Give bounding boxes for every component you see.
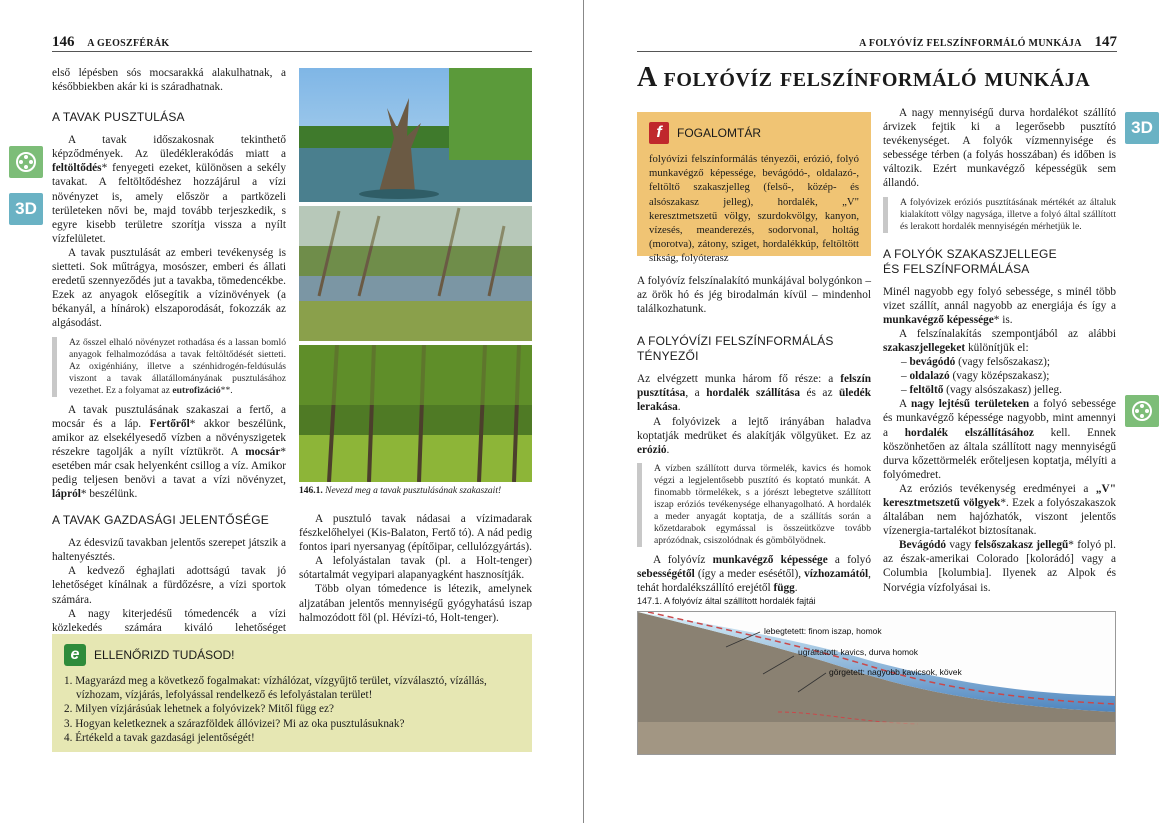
paragraph: Az eróziós tevékenység eredményei a „V" keresztmetszetű völgyek*. Ezek a folyószakaszok általában nem hajózhatók, viszont jelentős vízenergia-tartalékot biztosítanak.: [883, 482, 1116, 538]
paragraph: A folyóvíz felszínalakító munkájával bolygónkon – az örök hó és jég birodalmán kívül – mindenhol találkozhatunk.: [637, 275, 871, 316]
note-box: A folyóvizek eróziós pusztításának mértékét az általuk kialakított völgy nagysága, illetve a folyó által szállított és lerakott hordalék mennyiségén mérhetjük le.: [883, 197, 1116, 233]
paragraph: A nagy mennyiségű durva hordalékot szállító árvizek fejtik ki a legerősebb pusztító tevékenységet. A folyók vízmennyisége és sebessége térben (a folyás hosszában) és időben is változik. Ezért munkavégző képességük sem állandó.: [883, 107, 1116, 190]
3d-icon[interactable]: 3D: [9, 193, 43, 225]
forest-bog-image: [299, 345, 532, 482]
sediment-transport-illustration: [638, 612, 1115, 754]
section-title-river-stages: A FOLYÓK SZAKASZJELLEGE ÉS FELSZÍNFORMÁLÁSA: [883, 246, 1057, 276]
right-page-number: 147: [1094, 34, 1117, 50]
glossary-header: [649, 122, 859, 144]
quiz-list: [64, 674, 520, 745]
right-second-column: [883, 106, 1116, 595]
paragraph: A lefolyástalan tavak (pl. a Holt-tenger) sótartalmát vegyipari alapanyagként hasznosítják.: [299, 555, 532, 582]
label-saltation: ugráltatott: kavics, durva homok: [798, 647, 919, 657]
quiz-title: ELLENŐRIZD TUDÁSOD!: [94, 648, 235, 662]
quiz-box: [52, 634, 532, 752]
quiz-header: [64, 644, 520, 666]
paragraph: A tavak pusztulásának szakaszai a fertő, a mocsár és a láp. Fertőről* akkor beszélünk, amikor az elsekélyesedő vízben a növényszigetek részekre tagolják a nyílt víztükröt. A mocsár* esetében már csak helyenként csillog a víz. Amikor pedig teljesen benövi a tavat a vízi növényzet, lápról* beszélünk.: [52, 403, 287, 501]
label-suspended: lebegtetett: finom iszap, homok: [764, 626, 882, 636]
paragraph: A folyóvizek a lejtő irányában haladva koptatják medrüket és alakítják völgyüket. Ez az erózió.: [637, 415, 871, 456]
paragraph: A tavak pusztulását az emberi tevékenység is sietteti. Sok műtrágya, mosószer, emberi és állati eredetű szennyeződés jut a tavakba, tömedencékbe. Ezek az anyagok elősegítik a vízinövények (a békanyál, a hínárok) elszaporodását, fokozzák az algásodást.: [52, 246, 286, 330]
photo-caption: 146.1. Nevezd meg a tavak pusztulásának szakaszait!: [299, 486, 502, 496]
quiz-item: 2. Milyen vízjárásúak lehetnek a folyóvizek? Mitől függ ez?: [64, 703, 334, 716]
swamp-image: [299, 206, 532, 341]
left-page-header: [52, 34, 532, 52]
right-running-title: A FOLYÓVÍZ FELSZÍNFORMÁLÓ MUNKÁJA: [859, 38, 1082, 49]
lake-tree-image: [299, 68, 532, 202]
stage-list: [883, 355, 1116, 397]
paragraph: Több olyan tómedence is létezik, amelynek aljzatában jelentős mennyiségű gyógyhatású iszap halmozódott föl (pl. Hévízi-tó, Holt-tenger).: [299, 583, 532, 624]
right-page-header: [637, 34, 1117, 52]
paragraph: Minél nagyobb egy folyó sebessége, s minél több vizet szállít, annál nagyobb az energiája és így a munkavégző képessége* is.: [883, 285, 1116, 326]
3d-icon[interactable]: 3D: [1125, 112, 1159, 144]
note-box: A vízben szállított durva törmelék, kavics és homok végzi a legjelentősebb pusztító és koptató munkát. A finomabb törmelékek, s a jórészt lebegtetve szállított iszap eróziós tevékenysége elhanyagolható. A hordalék a meder anyagát koptatja, de a szállítás során a kőzetdarabok egymással is összeütközve tovább aprózódnak, csiszolódnak és gömbölyödnek.: [637, 463, 871, 547]
quiz-item: 1. Magyarázd meg a következő fogalmakat: vízhálózat, vízgyűjtő terület, vízválasztó, vízállás, vízhozam, vízjárás, lefolyással rendelkező és lefolyástalan terület!: [64, 675, 487, 702]
film-reel-icon: [1130, 400, 1154, 422]
photo-lake-fen: [299, 68, 532, 202]
photo-lake-swamp: [299, 206, 532, 341]
paragraph: A kedvező éghajlati adottságú tavak jó lehetőséget kínálnak a fürdőzésre, a vízi sportok számára.: [52, 565, 286, 606]
list-item: – feltöltő (vagy alsószakasz) jelleg.: [901, 384, 1062, 397]
paragraph: A tavak időszakosnak tekinthető képződmények. Az üledéklerakódás miatt a feltöltődés* fenyegeti ezeket, különösen a sekély tavakat. A feltöltődéshez hozzájárul a vízi növényzet is, amely először a partközeli területeken nővi be, majd tovább terjeszkedik, s egyre kisebb területre szorítja vissza a nyílt vízfelületet.: [52, 134, 286, 245]
label-rolled: görgetett: nagyobb kavicsok, kövek: [829, 667, 962, 677]
intro-text: első lépésben sós mocsarakká alakulhatnak, a későbbiekben akár ki is száradhatnak.: [52, 67, 286, 94]
paragraph: A nagy lejtésű területeken a folyó sebessége és munkavégző képessége nagyobb, mint amennyi a hordalék elszállításához kell. Ennek köszönhetően az általa szállított nagy mennyiségű durva kőzettörmelék erőteljesen koptatja, mélyíti a folyómedret.: [883, 398, 1116, 481]
section-title-lake-decline: A TAVAK PUSZTULÁSA: [52, 110, 185, 125]
glossary-title: FOGALOMTÁR: [677, 126, 762, 140]
paragraph: Az édesvizű tavakban jelentős szerepet játszik a haltenyésztés.: [52, 537, 286, 564]
paragraph: Az elvégzett munka három fő része: a felszín pusztítása, a hordalék szállítása és az üledék lerakása.: [637, 373, 871, 414]
check-knowledge-icon: e: [64, 644, 86, 666]
note-box: Az ősszel elhaló növényzet rothadása és a lassan bomló anyagok felhalmozódása a tavak feltöltődését sietteti. Az oxigénhiány, illetve a szénhidrogén-feldúsulás viszont a tavak állatállományának pusztulásához vezethet. Ez a folyamat az eutrofizáció**.: [52, 337, 286, 397]
right-first-column: [637, 274, 871, 595]
paragraph: A nagy kiterjedésű tómedencék a vízi közlekedés számára kiváló lehetőséget: [52, 607, 286, 634]
left-running-title: A GEOSZFÉRÁK: [87, 38, 170, 49]
film-icon[interactable]: [1125, 395, 1159, 427]
paragraph: A folyóvíz munkavégző képessége a folyó sebességétől (így a meder esésétől), vízhozamától, tehát hordalékszállító erejétől függ.: [637, 553, 871, 595]
left-column: [52, 66, 286, 649]
section-title-economic: A TAVAK GAZDASÁGI JELENTŐSÉGE: [52, 513, 269, 528]
list-item: – oldalazó (vagy középszakasz);: [901, 370, 1050, 383]
film-icon[interactable]: [9, 146, 43, 178]
sediment-diagram: [637, 611, 1116, 755]
quiz-item: 4. Értékeld a tavak gazdasági jelentőségét!: [64, 731, 255, 744]
film-reel-icon: [14, 151, 38, 173]
page-title: A folyóvíz felszínformáló munkája: [637, 62, 1091, 93]
photo-lake-bog: [299, 345, 532, 482]
left-page-second-column: [299, 512, 532, 625]
section-title-factors: A FOLYÓVÍZI FELSZÍNFORMÁLÁS TÉNYEZŐI: [637, 334, 834, 364]
glossary-box: [637, 112, 871, 265]
glossary-icon: f: [649, 122, 669, 144]
glossary-terms: folyóvízi felszínformálás tényezői, erózió, folyó munkavégző képessége, bevágódó-, oldalazó-, feltöltő szakaszjelleg (felső-, közép- és alsószakasz jelleg), hordalék, „V" keresztmetszetű völgy, szurdokvölgy, kanyon, vízesés, meanderezés, sodorvonal, holtág (morotva), zátony, sziget, hordalékkúp, feltöltött síkság, folyóterasz: [649, 153, 859, 265]
list-item: – bevágódó (vagy felsőszakasz);: [901, 356, 1051, 369]
paragraph: Bevágódó vagy felsőszakasz jellegű* folyó pl. az észak-amerikai Colorado [kolorádó] vagy a Columbia [kolumbia]. Ilyenek az Alpok és Norvégia vízfolyásai is.: [883, 539, 1116, 594]
left-page-number: 146: [52, 34, 75, 50]
figure-caption: 147.1. A folyóvíz által szállított hordalék fajtái: [637, 596, 816, 606]
quiz-item: 3. Hogyan keletkeznek a szárazföldek állóvizei? Mi az oka pusztulásuknak?: [64, 717, 405, 730]
paragraph: A pusztuló tavak nádasai a vízimadarak fészkelőhelyei (Kis-Balaton, Fertő tó). A nád pedig fontos ipari nyersanyag (építőipar, cellulózgyártás).: [299, 513, 532, 554]
paragraph: A felszínalakítás szempontjából az alábbi szakaszjellegeket különítjük el:: [883, 327, 1116, 354]
right-page: [585, 0, 1167, 823]
